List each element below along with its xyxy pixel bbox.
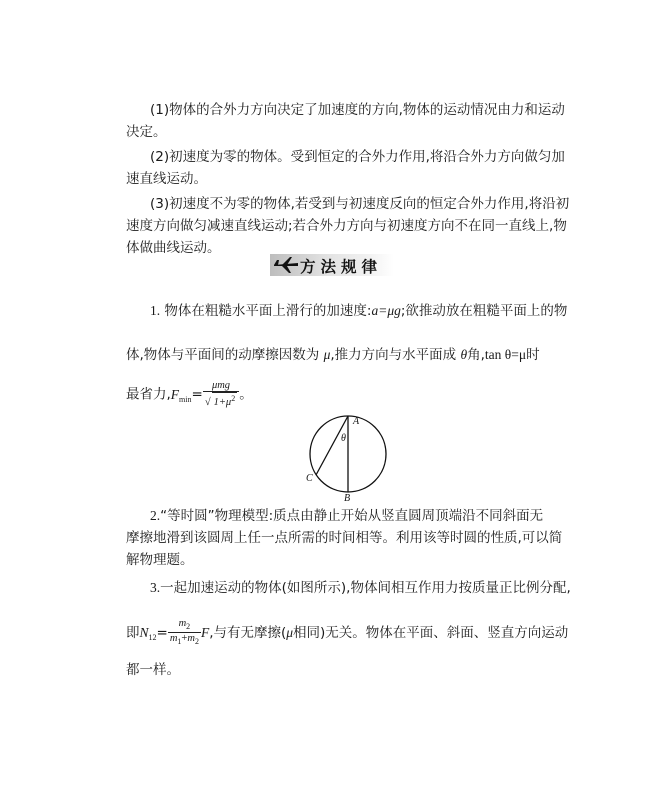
rule-1-line-2-b: ,推力方向与水平面成	[330, 347, 457, 363]
min-force-fraction	[203, 380, 239, 409]
method-rules-banner	[270, 252, 394, 278]
rule-3-number: 3.	[150, 580, 161, 595]
paragraph-3-line-2: 速度方向做匀减速直线运动;若合外力方向与初速度方向不在同一直线上,物	[126, 218, 567, 234]
rule-3-line-1-text: 一起加速运动的物体(如图所示),物体间相互作用力按质量正比例分配,	[160, 580, 571, 596]
rule-2-line-2: 摩擦地滑到该圆周上任一点所需的时间相等。利用该等时圆的性质,可以简	[126, 530, 563, 546]
airplane-icon	[272, 255, 300, 275]
isochronous-circle-diagram	[300, 410, 400, 502]
mass-ratio-fraction	[168, 618, 201, 648]
F-min-symbol: $F_{min}$	[170, 386, 192, 404]
equals-sign: =	[191, 386, 203, 403]
paragraph-3-line-3: 体做曲线运动。	[126, 240, 221, 256]
paragraph-1-line-2: 决定。	[126, 124, 167, 140]
rule-1-line-2-c: 角,	[467, 347, 485, 363]
rule-1-number: 1.	[150, 303, 161, 318]
paragraph-2-line-2: 速直线运动。	[126, 171, 207, 187]
rule-3-line-2-b: ,与有无摩擦(	[209, 625, 287, 641]
rule-1-text-a: 物体在粗糙水平面上滑行的加速度:	[164, 303, 372, 319]
rule-1-line-1	[150, 300, 567, 322]
fraction-numerator: μmg	[203, 380, 239, 392]
label-a: A	[353, 416, 360, 427]
rule-1-line-3	[126, 380, 253, 409]
fraction-denominator: $m_1+m_2$	[169, 633, 199, 646]
rule-1-line-2-a: 体,物体与平面间的动摩擦因数为	[126, 347, 320, 363]
rule-2-line-1	[150, 505, 543, 527]
rule-1-line-2	[126, 344, 540, 366]
label-b: B	[344, 493, 351, 502]
paragraph-3-line-1: (3)初速度不为零的物体,若受到与初速度反向的恒定合外力作用,将沿初	[150, 196, 570, 212]
rule-3-line-1	[150, 577, 571, 599]
rule-1-formula-a: a=μg	[371, 303, 401, 318]
fraction-denominator: √ $1+\mu^2$	[204, 394, 236, 408]
paragraph-1-line-1: (1)物体的合外力方向决定了加速度的方向,物体的运动情况由力和运动	[150, 102, 565, 118]
rule-1-line-3-end: 。	[239, 386, 253, 403]
rule-3-line-2-a: 即	[126, 625, 140, 641]
fraction-numerator: $m_2$	[168, 618, 201, 633]
rule-2-line-3: 解物理题。	[126, 552, 194, 568]
F-symbol: F	[200, 625, 210, 640]
N12-symbol: $N_{12}$	[139, 625, 157, 642]
equals-sign: =	[156, 625, 168, 641]
mu-symbol: μ	[323, 347, 331, 362]
rule-1-text-b: ;欲推动放在粗糙平面上的物	[400, 303, 568, 319]
rule-1-line-2-d: 时	[526, 347, 540, 363]
tan-formula: tan θ=μ	[484, 347, 527, 362]
rule-3-line-3: 都一样。	[126, 662, 180, 678]
label-theta: θ	[341, 433, 346, 444]
banner-title: 方法规律	[300, 257, 383, 276]
theta-symbol: θ	[460, 347, 468, 362]
rule-2-number: 2.	[150, 508, 161, 523]
label-c: C	[306, 473, 313, 484]
rule-2-line-1-text: “等时圆”物理模型:质点由静止开始从竖直圆周顶端沿不同斜面无	[160, 508, 544, 524]
rule-1-line-3-a: 最省力,	[126, 386, 171, 403]
chord-ac	[316, 416, 348, 475]
mu-symbol: μ	[286, 625, 294, 640]
paragraph-2-line-1: (2)初速度为零的物体。受到恒定的合外力作用,将沿合外力方向做匀加	[150, 149, 565, 165]
rule-3-line-2-c: 相同)无关。物体在平面、斜面、竖直方向运动	[293, 625, 569, 641]
rule-3-line-2	[126, 618, 568, 648]
